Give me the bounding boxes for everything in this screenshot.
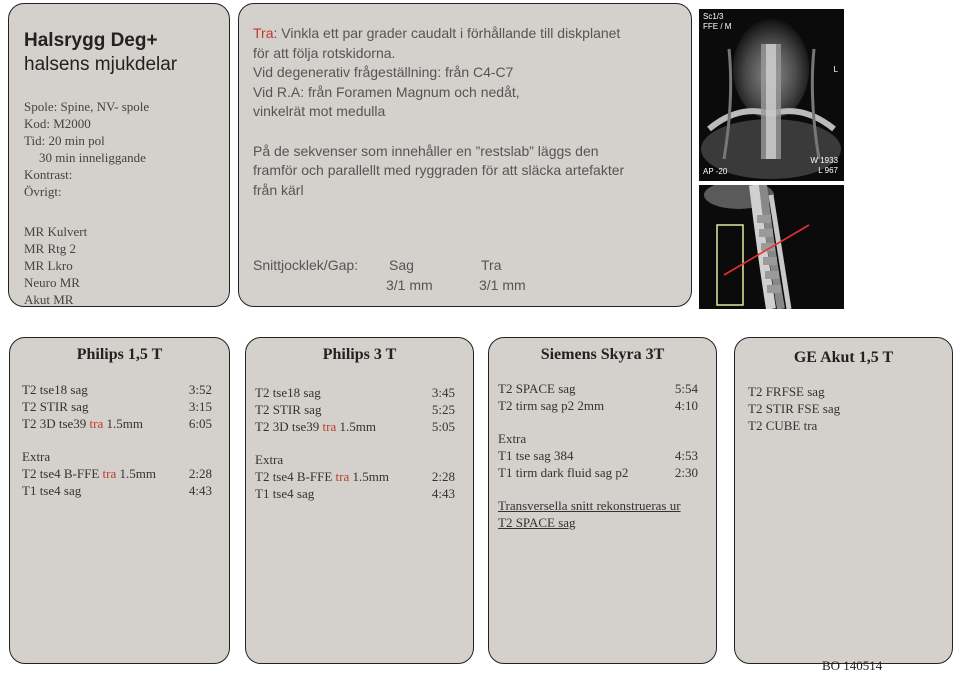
restslab-line: På de sekvenser som innehåller en ”restslab” läggs den — [253, 142, 599, 159]
ge-akut-panel — [734, 337, 953, 664]
image-label-level: L 967 — [818, 166, 838, 175]
sequence-name: T2 SPACE sag — [498, 381, 576, 396]
site-item: Neuro MR — [24, 275, 80, 290]
document-signature: BO 140514 — [822, 658, 883, 673]
sequence-suffix: 1.5mm — [116, 466, 156, 481]
sequence-time: 4:43 — [431, 486, 455, 501]
tra-label: Tra — [253, 25, 274, 41]
tra-thickness-value: 3/1 mm — [479, 277, 526, 293]
site-item: Akut MR — [24, 292, 74, 307]
instructions-panel — [238, 3, 692, 307]
sag-thickness-value: 3/1 mm — [386, 277, 433, 293]
sequence-time: 2:30 — [674, 465, 698, 480]
site-item: MR Kulvert — [24, 224, 88, 239]
sequence-time: 5:05 — [431, 419, 455, 434]
philips-3t-panel — [245, 337, 474, 664]
sequence-row — [255, 384, 455, 401]
coil-info: Spole: Spine, NV- spole — [24, 99, 150, 114]
coronal-mr-image — [699, 9, 844, 181]
sequence-name: T1 tse4 sag — [22, 483, 82, 498]
instruction-line: Vid R.A: från Foramen Magnum och nedåt, — [253, 83, 520, 100]
image-label-sequence: FFE / M — [703, 22, 732, 31]
tra-label: tra — [322, 419, 337, 434]
restslab-line: från kärl — [253, 181, 304, 198]
sequence-name: T2 CUBE tra — [748, 418, 818, 433]
code-info: Kod: M2000 — [24, 116, 91, 131]
sequence-name: T2 tirm sag p2 2mm — [498, 398, 605, 413]
sequence-row — [255, 485, 455, 502]
time-info: Tid: 20 min pol — [24, 133, 105, 148]
sequence-time: 6:05 — [188, 416, 212, 431]
tra-column-label: Tra — [481, 257, 502, 273]
sequence-time: 4:53 — [674, 448, 698, 463]
extra-heading: Extra — [498, 431, 527, 446]
scanner-title: Siemens Skyra 3T — [540, 346, 665, 363]
scanner-title: GE Akut 1,5 T — [793, 349, 894, 366]
sequence-time: 4:43 — [188, 483, 212, 498]
sequence-name: T2 STIR FSE sag — [748, 401, 841, 416]
sequence-name: T2 3D tse39 — [22, 416, 90, 431]
image-label-ap: AP -20 — [703, 167, 728, 176]
sag-column-label: Sag — [389, 257, 414, 273]
instruction-line: för att följa rotskidorna. — [253, 44, 396, 61]
site-item: MR Rtg 2 — [24, 241, 77, 256]
site-item: MR Lkro — [24, 258, 73, 273]
sequence-time: 2:28 — [431, 469, 455, 484]
protocol-info-panel — [8, 3, 230, 307]
sequence-row — [498, 447, 698, 464]
sequence-time: 3:15 — [188, 399, 212, 414]
scanner-title: Philips 3 T — [322, 346, 397, 363]
sequence-suffix: 1.5mm — [336, 419, 376, 434]
philips-15t-panel — [9, 337, 230, 664]
sequence-row — [22, 465, 212, 482]
sequence-time: 4:10 — [674, 398, 698, 413]
sequence-row — [255, 418, 455, 435]
tra-label: tra — [102, 466, 117, 481]
sequence-time: 2:28 — [188, 466, 212, 481]
tra-label: tra — [89, 416, 104, 431]
scanner-title: Philips 1,5 T — [76, 346, 163, 363]
other-info: Övrigt: — [24, 184, 62, 199]
sequence-name: T2 STIR sag — [22, 399, 89, 414]
reconstruction-note: T2 SPACE sag — [498, 515, 576, 530]
sequence-time: 3:52 — [188, 382, 212, 397]
contrast-info: Kontrast: — [24, 167, 73, 182]
sequence-time: 5:25 — [431, 402, 455, 417]
sequence-name: T2 tse18 sag — [255, 385, 321, 400]
instruction-text: : Vinkla ett par grader caudalt i förhållande till diskplanet — [273, 25, 621, 41]
protocol-subtitle: halsens mjukdelar — [24, 54, 178, 75]
reconstruction-note: Transversella snitt rekonstrueras ur — [498, 498, 681, 513]
restslab-line: framför och parallellt med ryggraden för att släcka artefakter — [253, 162, 625, 178]
protocol-title: Halsrygg Deg+ — [24, 30, 158, 51]
image-label-window: W 1933 — [810, 156, 838, 165]
time-info-inpatient: 30 min inneliggande — [39, 150, 146, 165]
sequence-row — [498, 380, 698, 397]
sequence-row — [22, 398, 212, 415]
instruction-line: Vid degenerativ frågeställning: från C4-C7 — [253, 64, 514, 80]
extra-heading: Extra — [22, 449, 51, 464]
sequence-name: T2 tse4 B-FFE — [255, 469, 336, 484]
image-label-orientation: L — [833, 65, 838, 74]
sequence-row — [255, 468, 455, 485]
sequence-name: T2 tse4 B-FFE — [22, 466, 103, 481]
sequence-time: 5:54 — [674, 381, 698, 396]
sagittal-planning-image — [699, 185, 844, 309]
extra-heading: Extra — [255, 452, 284, 467]
sagittal-mr-graphic — [699, 185, 844, 309]
sequence-name: T2 tse18 sag — [22, 382, 88, 397]
siemens-skyra-panel — [488, 337, 717, 664]
sequence-name: T2 3D tse39 — [255, 419, 323, 434]
sequence-row — [498, 397, 698, 414]
instruction-line — [253, 24, 691, 44]
sequence-name: T1 tse sag 384 — [498, 448, 574, 463]
sequence-row — [498, 464, 698, 481]
tra-label: tra — [335, 469, 350, 484]
sequence-time: 3:45 — [431, 385, 455, 400]
sequence-row — [255, 401, 455, 418]
sequence-suffix: 1.5mm — [349, 469, 389, 484]
sequence-suffix: 1.5mm — [103, 416, 143, 431]
sequence-row — [22, 482, 212, 499]
sequence-name: T2 FRFSE sag — [748, 384, 825, 399]
instruction-line: vinkelrät mot medulla — [253, 103, 386, 119]
sequence-row — [22, 381, 212, 398]
sequence-name: T2 STIR sag — [255, 402, 322, 417]
image-label-series: Sc1/3 — [703, 12, 724, 21]
sequence-name: T1 tse4 sag — [255, 486, 315, 501]
sequence-name: T1 tirm dark fluid sag p2 — [498, 465, 629, 480]
slice-thickness-label: Snittjocklek/Gap: — [253, 257, 359, 273]
sequence-row — [22, 415, 212, 432]
